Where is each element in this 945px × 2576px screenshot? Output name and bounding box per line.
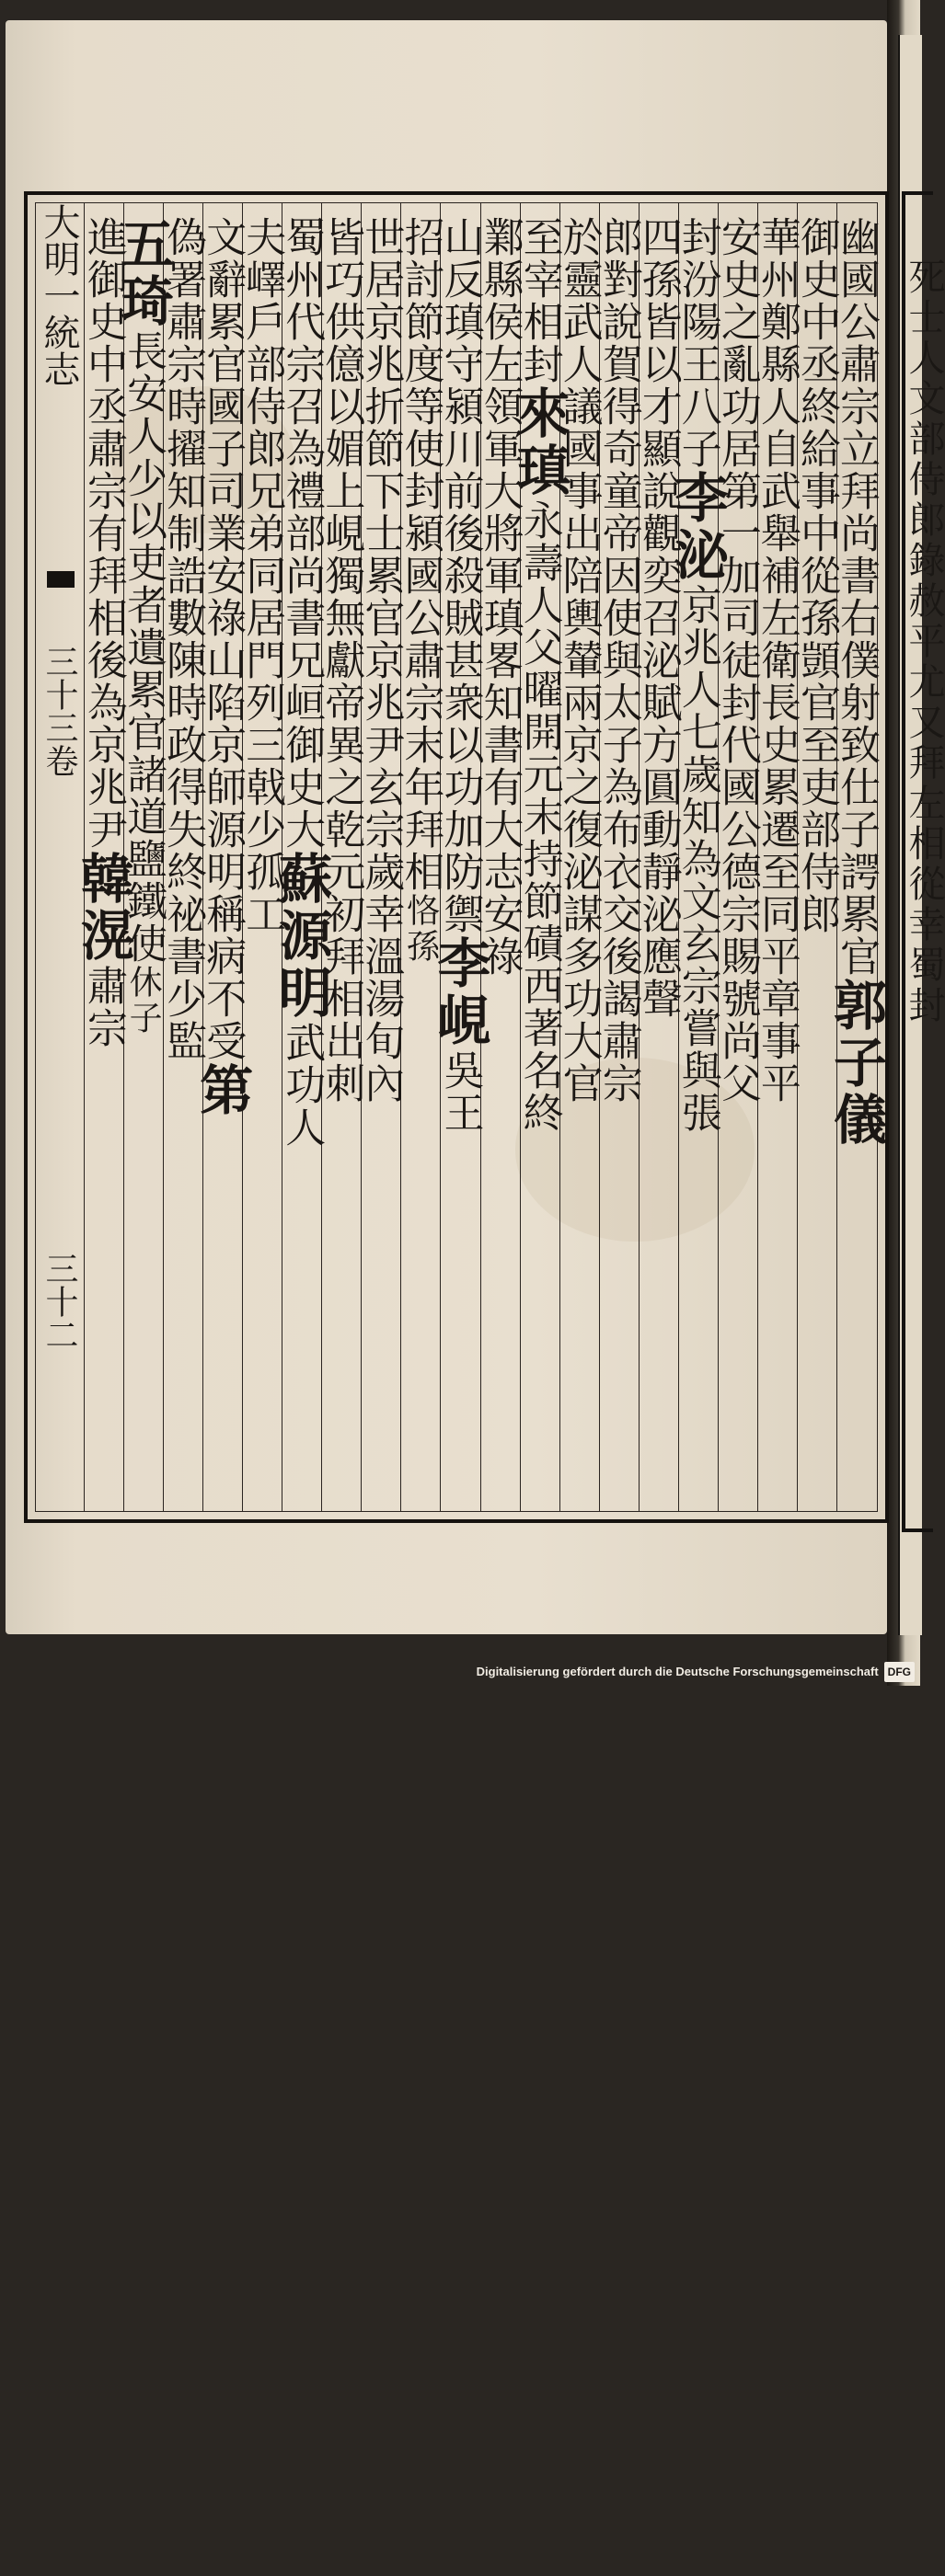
text-segment: 鄴縣侯 bbox=[476, 216, 524, 343]
text-segment: 御史中丞終給事中從孫顗官至吏部侍郎 bbox=[792, 216, 840, 935]
text-column bbox=[270, 216, 333, 1498]
text-segment: 華州鄭縣人自武舉補左衛長史累遷至同平章事平 bbox=[753, 216, 801, 1105]
text-column bbox=[753, 216, 801, 1498]
text-segment: 恪孫 bbox=[401, 893, 440, 965]
text-column bbox=[824, 216, 887, 1498]
text-column bbox=[72, 216, 135, 1498]
text-segment: 蜀州代宗召為禮部尚書兄峘御史大 bbox=[278, 216, 326, 851]
text-segment: 肅宗 bbox=[80, 965, 128, 1049]
text-segment: 於靈武人議國事出陪輿輦兩京之復泌謀多功大官 bbox=[555, 216, 603, 1105]
text-column bbox=[238, 216, 286, 1498]
text-segment: 四孫皆以才顯 bbox=[634, 216, 682, 470]
text-segment: 安史之亂功居第一加司徒封代國公德宗賜號尚父 bbox=[713, 216, 761, 1105]
text-segment: 招討節度等使封潁國公肅宗末年拜相 bbox=[397, 216, 444, 893]
text-column bbox=[665, 216, 729, 1498]
text-column bbox=[507, 216, 570, 1498]
text-column bbox=[397, 216, 444, 1498]
text-segment: 永壽人父曜開元末持節磧西著名終 bbox=[515, 499, 563, 1134]
facing-page-text: 死士人文部侍郎錄赦平尤又拜左相從幸蜀封 bbox=[903, 258, 945, 1026]
fishtail-mark bbox=[47, 571, 75, 588]
volume-label: 三十三卷 bbox=[40, 645, 78, 777]
text-segment: 說觀奕召泌賦方圓動靜泌應聲 bbox=[634, 470, 682, 1020]
text-segment: 文辭累官國子司業安祿山陷京師源明稱病不受 bbox=[199, 216, 247, 1062]
text-column bbox=[594, 216, 642, 1498]
text-segment: 皆巧供億以媚上峴獨無獻帝異之乾元初拜相出刺 bbox=[317, 216, 365, 1105]
text-column bbox=[792, 216, 840, 1498]
text-segment: 休子 bbox=[124, 965, 163, 1036]
text-segment: 長安人少以吏者遺累官諸道鹽鐵使 bbox=[120, 330, 167, 965]
person-name: 第 bbox=[190, 1062, 254, 1119]
text-segment: 左領軍大將軍瑱畧知書有大志安祿 bbox=[476, 343, 524, 978]
text-segment: 吳王 bbox=[436, 1049, 484, 1134]
text-segment: 夫嶧戶部侍郎兄弟同居門列三戟 bbox=[238, 216, 286, 808]
text-column bbox=[634, 216, 682, 1498]
person-name: 李峴 bbox=[428, 935, 491, 1049]
text-segment: 幽國公肅宗立拜尚書右僕射致仕子諤累官 bbox=[832, 216, 880, 978]
text-column bbox=[357, 216, 405, 1498]
text-segment: 武功人 bbox=[278, 1022, 326, 1149]
text-column bbox=[476, 216, 524, 1498]
footer-bar bbox=[477, 1662, 915, 1682]
person-name: 來瑱 bbox=[507, 385, 570, 499]
text-column bbox=[190, 216, 254, 1498]
dfg-logo: DFG bbox=[884, 1662, 915, 1682]
text-segment: 少孤工 bbox=[238, 808, 286, 935]
text-segment: 偽署肅宗時擢知制誥數陳時政得失終祕書少監 bbox=[159, 216, 207, 1062]
text-column bbox=[159, 216, 207, 1498]
text-frame-inner bbox=[35, 202, 887, 1512]
book-title: 大明一統志 bbox=[38, 203, 80, 387]
person-name: 五琦 bbox=[111, 216, 175, 330]
person-name: 韓滉 bbox=[72, 851, 135, 965]
person-name: 李泌 bbox=[665, 470, 729, 584]
text-segment: 郎對說賀得奇童帝因使與太子為布衣交後謁肅宗 bbox=[594, 216, 642, 1105]
text-column bbox=[428, 216, 491, 1498]
person-name: 蘇源明 bbox=[270, 851, 333, 1022]
text-segment: 進御史中丞肅宗有拜相後為京兆尹 bbox=[80, 216, 128, 851]
text-segment: 封汾陽王八子 bbox=[674, 216, 721, 470]
text-segment: 世居京兆折節下士累官京兆尹玄宗歲幸溫湯旬內 bbox=[357, 216, 405, 1105]
page-number: 三十二 bbox=[40, 1252, 78, 1351]
person-name: 郭子儀 bbox=[824, 978, 887, 1149]
text-frame bbox=[24, 191, 889, 1523]
funding-credit: Digitalisierung gefördert durch die Deutsche Forschungsgemeinschaft bbox=[476, 1665, 879, 1678]
text-segment: 山反瑱守潁川前後殺賊甚衆以功加防禦 bbox=[436, 216, 484, 935]
text-column bbox=[713, 216, 761, 1498]
text-segment: 至宰相封 bbox=[515, 216, 563, 385]
text-segment: 京兆人七歲知為文玄宗嘗與張 bbox=[674, 584, 721, 1134]
